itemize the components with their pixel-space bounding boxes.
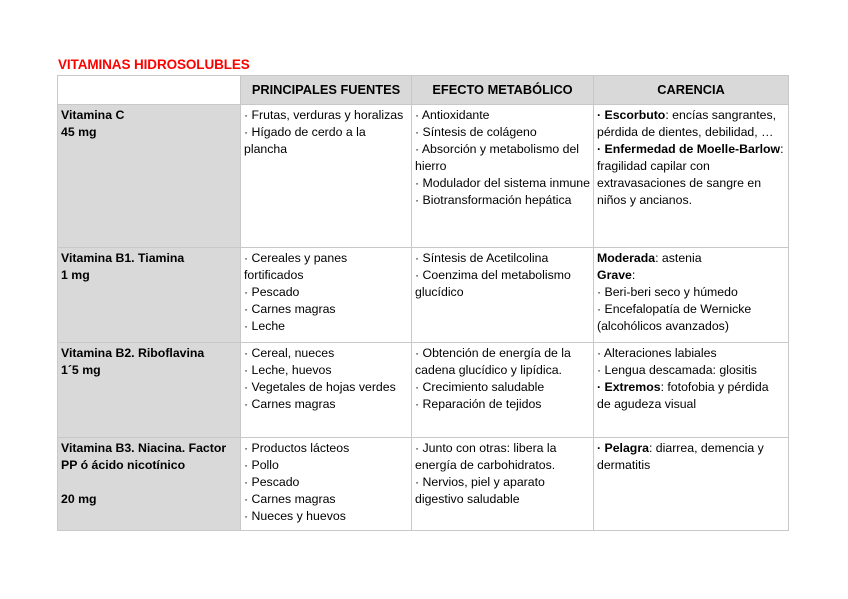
deficiency-item (597, 284, 785, 301)
vitamin-name: Vitamina C (61, 108, 125, 122)
effects-cell (412, 248, 594, 343)
sources-cell (241, 438, 412, 531)
source-item: · Nueces y huevos (244, 508, 346, 523)
deficiency-item (597, 362, 785, 379)
source-item: · Hígado de cerdo a la plancha (244, 124, 366, 156)
effect-item: · Biotransformación hepática (415, 192, 572, 207)
deficiency-cell (594, 343, 789, 438)
table-row (58, 248, 789, 343)
effects-cell (412, 438, 594, 531)
table-row (58, 343, 789, 438)
source-item: · Cereales y panes fortificados (244, 251, 348, 282)
effect-item: · Junto con otras: libera la energía de carbohidratos. (415, 441, 557, 472)
source-item: · Carnes magras (244, 491, 336, 506)
effect-item: · Crecimiento saludable (415, 379, 545, 394)
vitamin-name: Vitamina B3. Niacina. Factor PP ó ácido nicotínico (61, 441, 227, 472)
sources-cell (241, 248, 412, 343)
effect-item: · Antioxidante (415, 108, 490, 122)
effect-item: · Nervios, piel y aparato digestivo saludable (415, 474, 545, 506)
deficiency-term: · Extremos (597, 379, 661, 394)
header-blank (58, 76, 241, 105)
sources-cell (241, 343, 412, 438)
deficiency-desc: : encías sangrantes, pérdida de dientes, debilidad, … (597, 108, 777, 139)
deficiency-item (597, 301, 785, 335)
header-sources: PRINCIPALES FUENTES (241, 76, 412, 105)
vitamin-name: Vitamina B1. Tiamina (61, 251, 185, 265)
deficiency-desc: : (631, 267, 636, 282)
vitamin-name-cell (58, 248, 241, 343)
deficiency-item (597, 440, 785, 474)
deficiency-term: · Pelagra (597, 441, 649, 455)
deficiency-desc: : fragilidad capilar con extravasaciones de sangre en niños y ancianos. (597, 141, 784, 207)
vitamin-dose: 1 mg (61, 267, 90, 282)
deficiency-desc: · Lengua descamada: glositis (597, 362, 757, 377)
source-item: · Frutas, verduras y horalizas (244, 108, 404, 122)
page-title: VITAMINAS HIDROSOLUBLES (58, 57, 250, 72)
effect-item: · Obtención de energía de la cadena glucídico y lipídica. (415, 346, 571, 377)
deficiency-item (597, 267, 785, 284)
deficiency-item (597, 141, 785, 209)
table-row (58, 105, 789, 248)
source-item: · Leche (244, 318, 286, 333)
source-item: · Pescado (244, 474, 300, 489)
table-row (58, 438, 789, 531)
vitamin-dose: 20 mg (61, 491, 97, 506)
source-item: · Pollo (244, 457, 279, 472)
deficiency-cell (594, 438, 789, 531)
vitamin-dose: 45 mg (61, 124, 97, 139)
deficiency-desc: · Encefalopatía de Wernicke (alcohólicos avanzados) (597, 301, 752, 333)
vitamin-name-cell (58, 105, 241, 248)
deficiency-term: · Enfermedad de Moelle-Barlow (597, 141, 781, 156)
deficiency-desc: : astenia (655, 251, 702, 265)
deficiency-desc: : fotofobia y pérdida de agudeza visual (597, 379, 769, 411)
header-deficiency: CARENCIA (594, 76, 789, 105)
deficiency-item (597, 345, 785, 362)
deficiency-term: Grave (597, 267, 632, 282)
sources-cell (241, 105, 412, 248)
vitamin-dose: 1´5 mg (61, 362, 101, 377)
effect-item: · Síntesis de Acetilcolina (415, 251, 549, 265)
deficiency-term: Moderada (597, 251, 656, 265)
deficiency-cell (594, 248, 789, 343)
source-item: · Carnes magras (244, 301, 336, 316)
effects-cell (412, 105, 594, 248)
source-item: · Pescado (244, 284, 300, 299)
effect-item: · Síntesis de colágeno (415, 124, 537, 139)
source-item: · Cereal, nueces (244, 346, 335, 360)
effect-item: · Reparación de tejidos (415, 396, 542, 411)
vitamin-name: Vitamina B2. Riboflavina (61, 346, 205, 360)
vitamin-name-cell (58, 343, 241, 438)
header-row (58, 76, 789, 105)
effect-item: · Coenzima del metabolismo glucídico (415, 267, 571, 299)
deficiency-desc: : diarrea, demencia y dermatitis (597, 441, 764, 472)
vitamin-name-cell (58, 438, 241, 531)
source-item: · Leche, huevos (244, 362, 332, 377)
source-item: · Productos lácteos (244, 441, 350, 455)
deficiency-item (597, 250, 785, 267)
deficiency-item (597, 107, 785, 141)
effects-cell (412, 343, 594, 438)
deficiency-item (597, 379, 785, 413)
deficiency-desc: · Beri-beri seco y húmedo (597, 284, 738, 299)
vitamins-table (57, 75, 789, 531)
header-effects: EFECTO METABÓLICO (412, 76, 594, 105)
deficiency-term: · Escorbuto (597, 108, 666, 122)
source-item: · Carnes magras (244, 396, 336, 411)
effect-item: · Modulador del sistema inmune (415, 175, 590, 190)
deficiency-desc: · Alteraciones labiales (597, 346, 717, 360)
effect-item: · Absorción y metabolismo del hierro (415, 141, 580, 173)
deficiency-cell (594, 105, 789, 248)
source-item: · Vegetales de hojas verdes (244, 379, 396, 394)
